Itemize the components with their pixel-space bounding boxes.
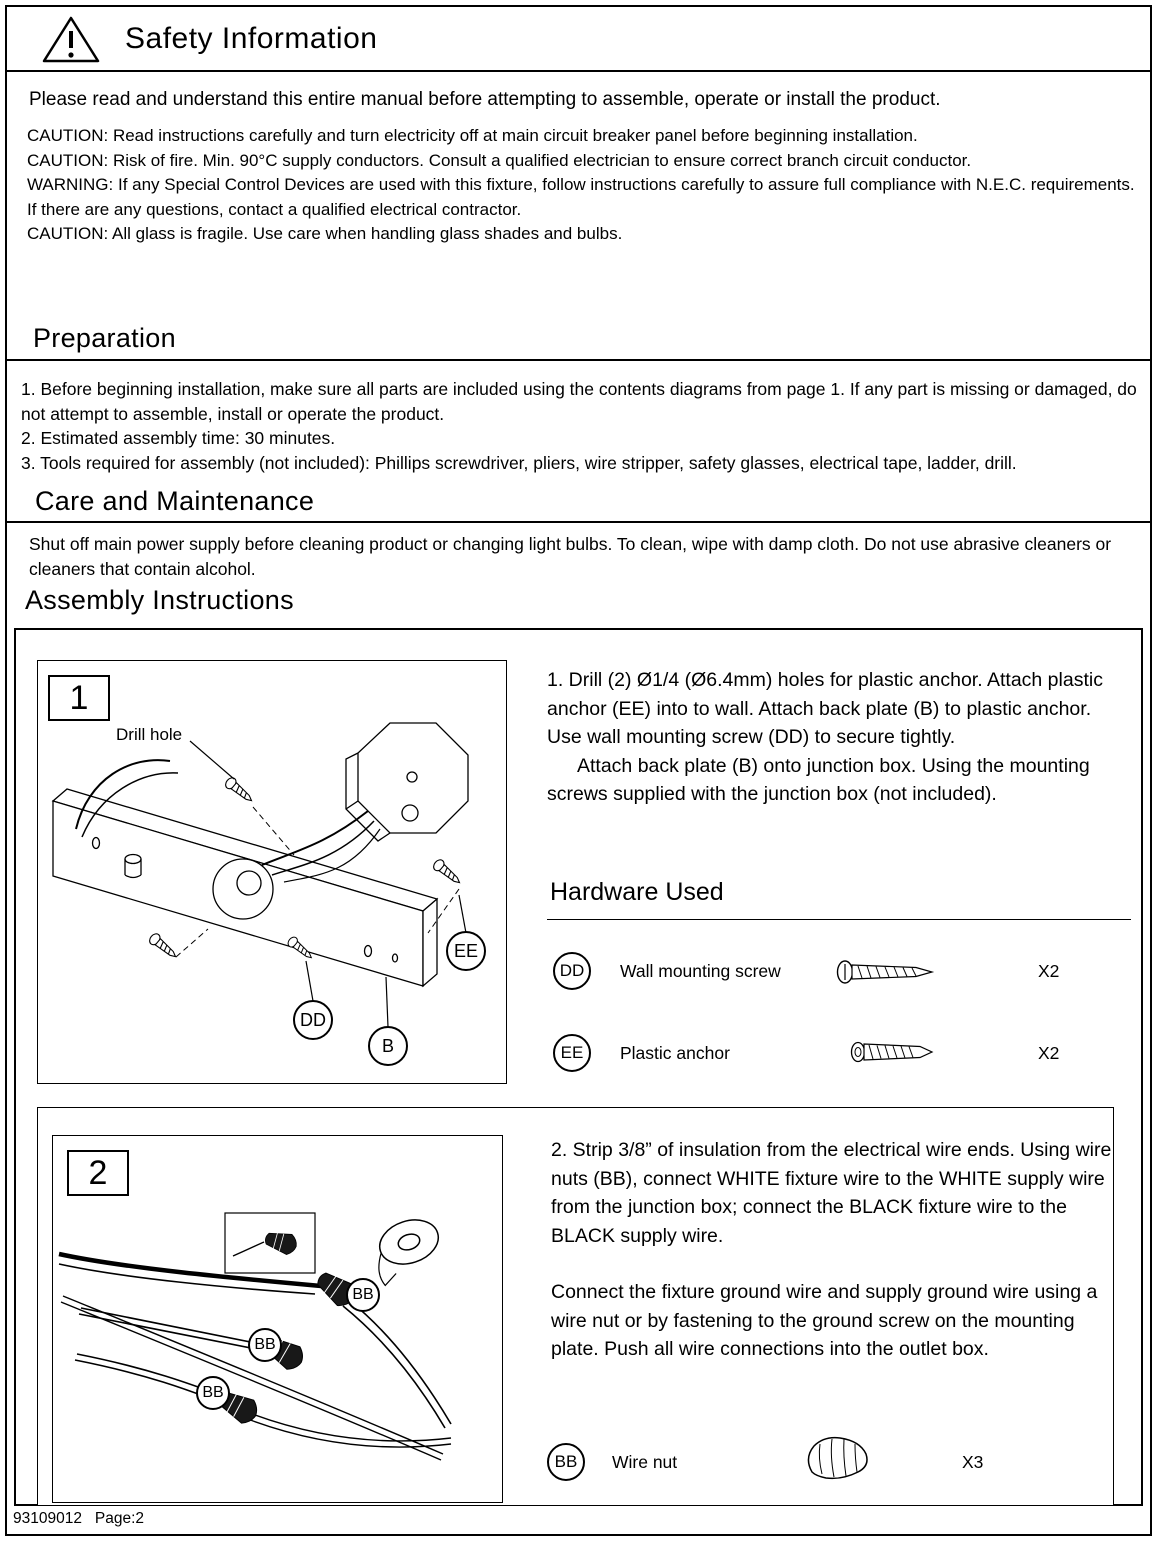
hardware-qty-ee: X2 xyxy=(1038,1043,1060,1063)
step1-paragraph-1: 1. Drill (2) Ø1/4 (Ø6.4mm) holes for plastic anchor. Attach plastic anchor (EE) into to wall. Attach back plate (B) to plastic anchor. Use wall mounting screw (DD) to secure tightly. xyxy=(547,669,1103,748)
step1-paragraph-2: Attach back plate (B) onto junction box. Using the mounting screws supplied with the junction box (not included). xyxy=(547,754,1090,805)
prep-item: 1. Before beginning installation, make sure all parts are included using the contents diagrams from page 1. If any part is missing or damaged, do not attempt to assemble, install or operate the product. xyxy=(21,379,1137,424)
caution-line: CAUTION: Risk of fire. Min. 90°C supply conductors. Consult a qualified electrician to ensure correct branch circuit conductor. xyxy=(27,150,972,170)
divider xyxy=(7,521,1150,523)
section-title-preparation: Preparation xyxy=(33,323,176,353)
prep-item: 2. Estimated assembly time: 30 minutes. xyxy=(21,428,336,448)
safety-intro: Please read and understand this entire manual before attempting to assemble, operate or install the product. xyxy=(29,89,941,110)
hardware-qty-dd: X2 xyxy=(1038,961,1060,981)
safety-header xyxy=(7,7,1150,72)
step2-text xyxy=(551,1136,1115,1364)
preparation-list xyxy=(21,377,1145,475)
hardware-used-title: Hardware Used xyxy=(550,878,724,906)
callout-bb-3: BB xyxy=(196,1376,230,1410)
step2-section-box xyxy=(37,1107,1114,1506)
step1-text xyxy=(547,666,1125,809)
page-footer: 93109012 Page:2 xyxy=(13,1510,145,1527)
safety-cautions xyxy=(27,124,1137,247)
callout-bb-2: BB xyxy=(248,1328,282,1362)
section-title-safety: Safety Information xyxy=(125,22,378,55)
step2-paragraph-2: Connect the fixture ground wire and supply ground wire using a wire nut or by fastening to the ground screw on the mounting plate. Push all wire connections into the outlet box. xyxy=(551,1281,1098,1360)
page-border xyxy=(5,5,1152,1536)
caution-line: CAUTION: Read instructions carefully and turn electricity off at main circuit breaker panel before beginning installation. xyxy=(27,126,918,145)
assembly-box xyxy=(14,628,1143,1506)
step2-diagram-box xyxy=(52,1135,503,1503)
step2-number: 2 xyxy=(67,1150,129,1196)
callout-ee: EE xyxy=(446,931,486,971)
hardware-name-ee: Plastic anchor xyxy=(620,1043,730,1063)
hardware-code-ee: EE xyxy=(553,1034,591,1072)
wire-nut-icon xyxy=(802,1434,872,1480)
anchor-icon xyxy=(850,1040,936,1064)
step2-paragraph-1: 2. Strip 3/8” of insulation from the electrical wire ends. Using wire nuts (BB), connect WHITE fixture wire to the WHITE supply wire from the junction box; connect the BLACK fixture wire to the BLACK supply wire. xyxy=(551,1139,1112,1247)
section-title-care: Care and Maintenance xyxy=(35,486,315,516)
hardware-code-bb: BB xyxy=(547,1443,585,1481)
hardware-name-bb: Wire nut xyxy=(612,1452,678,1472)
hardware-qty-bb: X3 xyxy=(962,1452,984,1472)
step1-diagram-box xyxy=(37,660,507,1084)
drill-hole-label: Drill hole xyxy=(116,725,183,744)
caution-line: CAUTION: All glass is fragile. Use care when handling glass shades and bulbs. xyxy=(27,224,623,243)
screw-icon xyxy=(836,958,936,986)
section-title-assembly: Assembly Instructions xyxy=(25,585,294,615)
callout-b: B xyxy=(368,1026,408,1066)
callout-bb-1: BB xyxy=(346,1278,380,1312)
care-text: Shut off main power supply before cleaning product or changing light bulbs. To clean, wipe with damp cloth. Do not use abrasive cleaners or cleaners that contain alcohol. xyxy=(29,534,1112,579)
step1-number: 1 xyxy=(48,675,110,721)
prep-item: 3. Tools required for assembly (not included): Phillips screwdriver, pliers, wire stripper, safety glasses, electrical tape, ladder, drill. xyxy=(21,452,1017,473)
divider xyxy=(7,359,1150,361)
callout-dd: DD xyxy=(293,1000,333,1040)
hardware-code-dd: DD xyxy=(553,952,591,990)
warning-triangle-icon xyxy=(41,14,101,66)
warning-line: WARNING: If any Special Control Devices are used with this fixture, follow instructions carefully to assure full compliance with N.E.C. requirements. If there are any questions, contact a qualified electrical contractor. xyxy=(27,175,1135,219)
hardware-name-dd: Wall mounting screw xyxy=(620,961,781,981)
hardware-divider xyxy=(547,919,1131,920)
step1-diagram-drawing xyxy=(38,661,504,1081)
